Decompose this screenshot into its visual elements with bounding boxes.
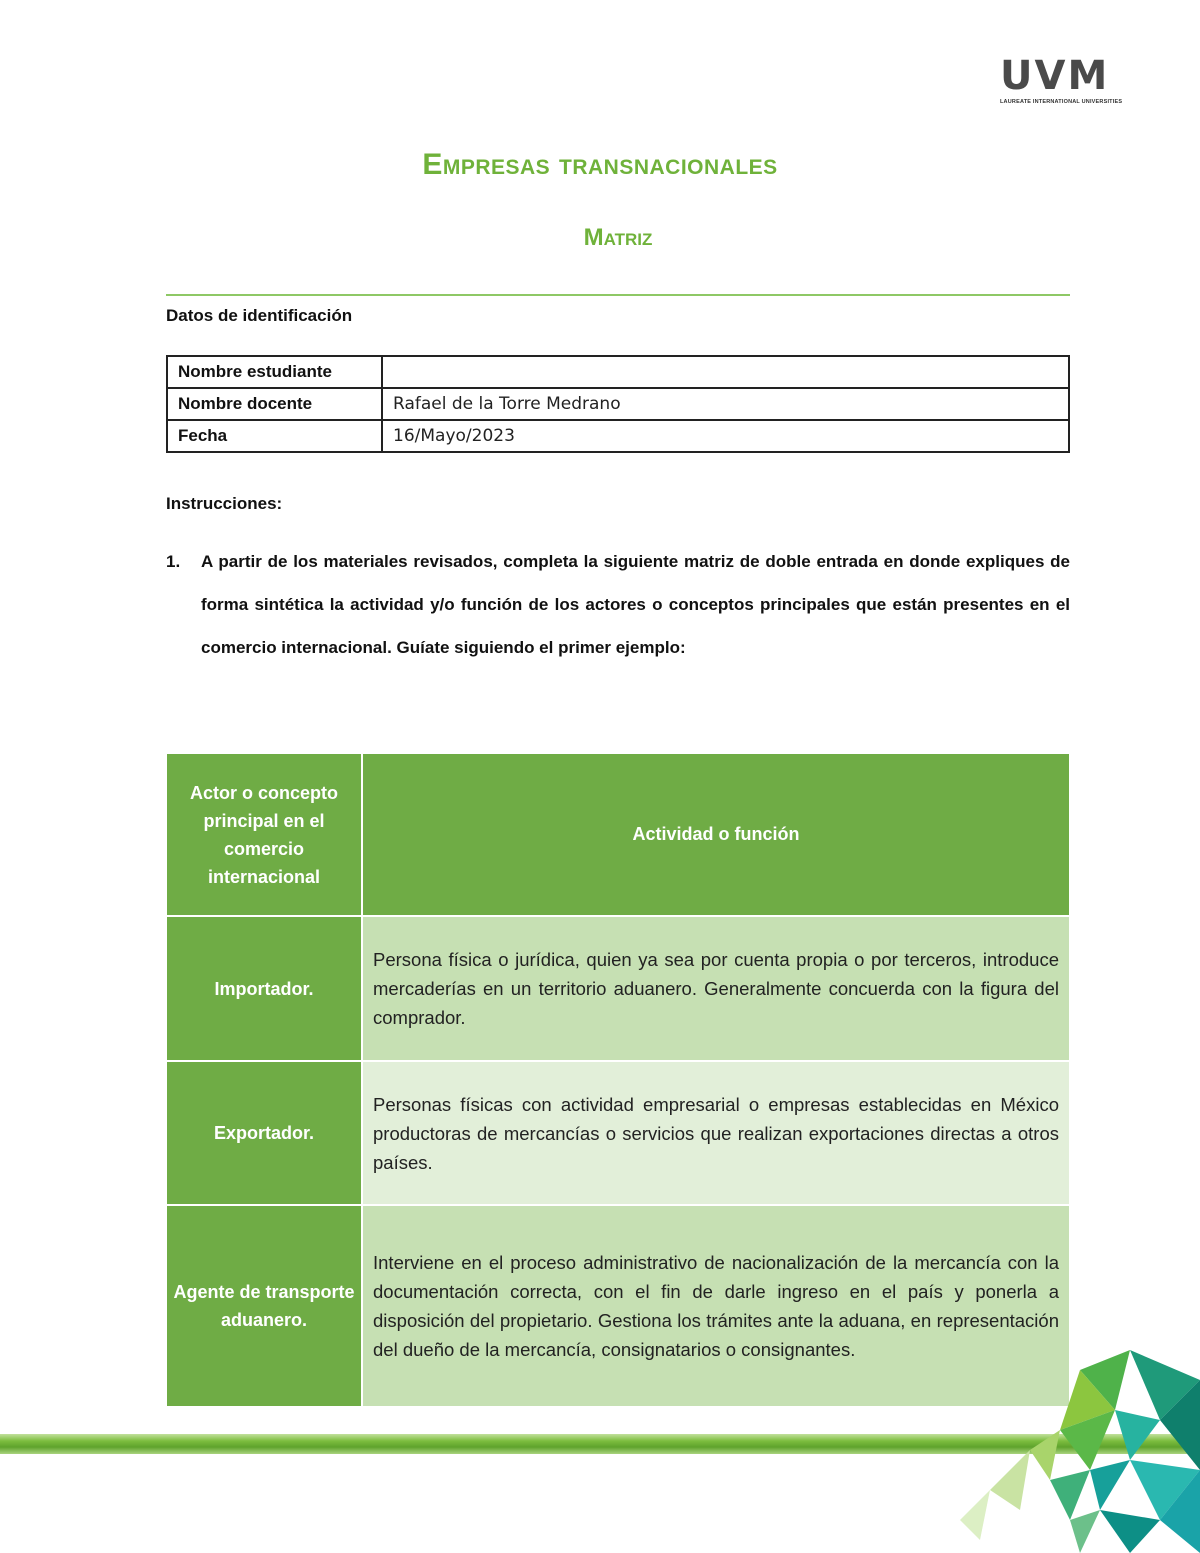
table-row	[166, 1061, 1070, 1205]
document-subtitle: Matriz	[583, 224, 653, 251]
matrix-actor: Agente de transporte aduanero.	[166, 1205, 362, 1407]
identification-table	[166, 355, 1070, 453]
geometric-decoration-icon	[930, 1350, 1200, 1553]
field-label: Nombre estudiante	[167, 356, 382, 388]
matrix-header-activity: Actividad o función	[362, 753, 1070, 916]
logo-tagline: LAUREATE INTERNATIONAL UNIVERSITIES	[1000, 99, 1123, 105]
table-row	[167, 356, 1069, 388]
matrix-description: Personas físicas con actividad empresarial o empresas establecidas en México productoras de mercancías o servicios que realizan exportaciones directas a otros países.	[362, 1061, 1070, 1205]
instruction-item	[166, 540, 1070, 669]
field-label: Fecha	[167, 420, 382, 452]
matrix-actor: Exportador.	[166, 1061, 362, 1205]
matrix-description: Persona física o jurídica, quien ya sea por cuenta propia o por terceros, introduce mercaderías en un territorio aduanero. Generalmente concuerda con la figura del comprador.	[362, 916, 1070, 1061]
title-divider	[166, 294, 1070, 296]
matrix-actor: Importador.	[166, 916, 362, 1061]
student-name-value	[382, 356, 1069, 388]
field-label: Nombre docente	[167, 388, 382, 420]
logo-mark: UVM	[1000, 53, 1110, 99]
table-row	[167, 388, 1069, 420]
table-row	[166, 916, 1070, 1061]
uvm-logo	[1000, 53, 1123, 108]
instruction-text: A partir de los materiales revisados, completa la siguiente matriz de doble entrada en donde expliques de forma sintética la actividad y/o función de los actores o conceptos principales que están presentes en el comercio internacional. Guíate siguiendo el primer ejemplo:	[201, 552, 1070, 657]
matrix-header-actor: Actor o concepto principal en el comercio internacional	[166, 753, 362, 916]
identification-label: Datos de identificación	[166, 306, 353, 325]
instructions-label: Instrucciones:	[166, 494, 283, 513]
date-value: 16/Mayo/2023	[382, 420, 1069, 452]
document-title: Empresas transnacionales	[422, 148, 778, 181]
matrix-header-row	[166, 753, 1070, 916]
instruction-number: 1.	[166, 552, 181, 571]
matrix-table	[166, 753, 1070, 1407]
matrix-description: Interviene en el proceso administrativo de nacionalización de la mercancía con la documentación correcta, con el fin de darle ingreso en el país y ponerla a disposición del propietario. Gestiona los trámites ante la aduana, en representación del dueño de la mercancía, consignatarios o consignantes.	[362, 1205, 1070, 1407]
teacher-name-value: Rafael de la Torre Medrano	[382, 388, 1069, 420]
table-row	[167, 420, 1069, 452]
